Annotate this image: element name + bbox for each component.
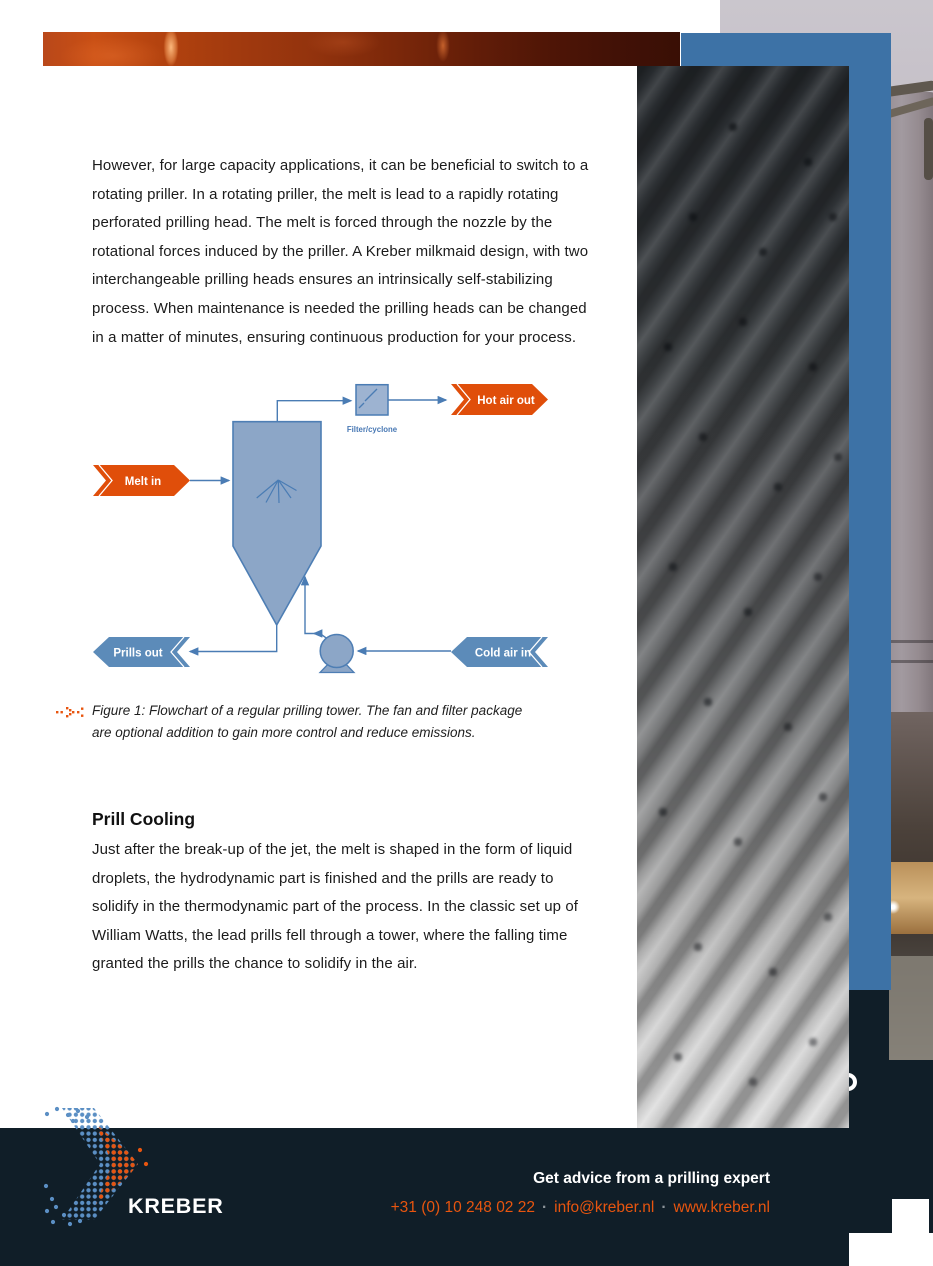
fan-icon (320, 635, 354, 673)
hot-air-out-label: Hot air out (477, 395, 535, 407)
footer-cta-text: Get advice from a prilling expert (533, 1170, 770, 1187)
perforated-metal-photo (637, 66, 849, 1128)
figure-caption-row (56, 700, 526, 744)
footer-contact-line (391, 1199, 770, 1217)
caption-arrow-icon (56, 704, 88, 720)
cold-air-in-label: Cold air in (474, 647, 532, 660)
lit-window-image (888, 862, 933, 934)
perforation-holes (637, 66, 639, 68)
brand-wordmark: KREBER (128, 1194, 224, 1218)
dark-corner-block (849, 990, 889, 1128)
email-link[interactable]: info@kreber.nl (554, 1199, 655, 1216)
separator-dot: · (661, 1199, 667, 1216)
filter-cyclone-label: Filter/cyclone (346, 425, 398, 434)
separator-dot: · (541, 1199, 548, 1216)
section-heading: Prill Cooling (92, 809, 196, 829)
prilling-tower-shape (233, 422, 321, 625)
phone-link[interactable]: +31 (0) 10 248 02 22 (390, 1199, 535, 1216)
banner-prills-out (93, 637, 190, 667)
pipe-image (924, 118, 933, 180)
flame-banner-image (43, 32, 680, 66)
section-paragraph: Just after the break-up of the jet, the melt is shaped in the form of liquid droplets, the hydrodynamic part is finished and the prills are ready to solidify in the thermodynamic part of the process. In the classic set up of William Watts, the lead prills fell through a tower, where the falling time granted the prills the chance to solidify in the air. (92, 841, 579, 973)
figure-1-flow-diagram (80, 378, 580, 678)
banner-hot-air-out (451, 384, 548, 415)
banner-cold-air-in (451, 637, 548, 667)
filter-cyclone-box (356, 385, 388, 415)
intro-paragraph: However, for large capacity applications, it can be beneficial to switch to a rotating priller. In a rotating priller, the melt is lead to a rapidly rotating perforated prilling head. The melt is forced through the nozzle by the rotational forces induced by the priller. A Kreber milkmaid design, with two interchangeable prilling heads ensures an intrinsically self-stabilizing process. When maintenance is needed the prilling heads can be changed in a matter of minutes, ensuring continuous production for your process. (92, 157, 589, 346)
corner-step-decoration (849, 1233, 933, 1266)
website-link[interactable]: www.kreber.nl (673, 1199, 770, 1216)
figure-caption: Figure 1: Flowchart of a regular prilling tower. The fan and filter package are optional addition to gain more control and reduce emissions. (92, 703, 523, 740)
banner-melt-in (93, 465, 190, 496)
dark-corner-block (889, 1060, 933, 1128)
melt-in-label: Melt in (124, 476, 162, 488)
prills-out-label: Prills out (113, 647, 163, 660)
corner-step-decoration (892, 1199, 929, 1233)
